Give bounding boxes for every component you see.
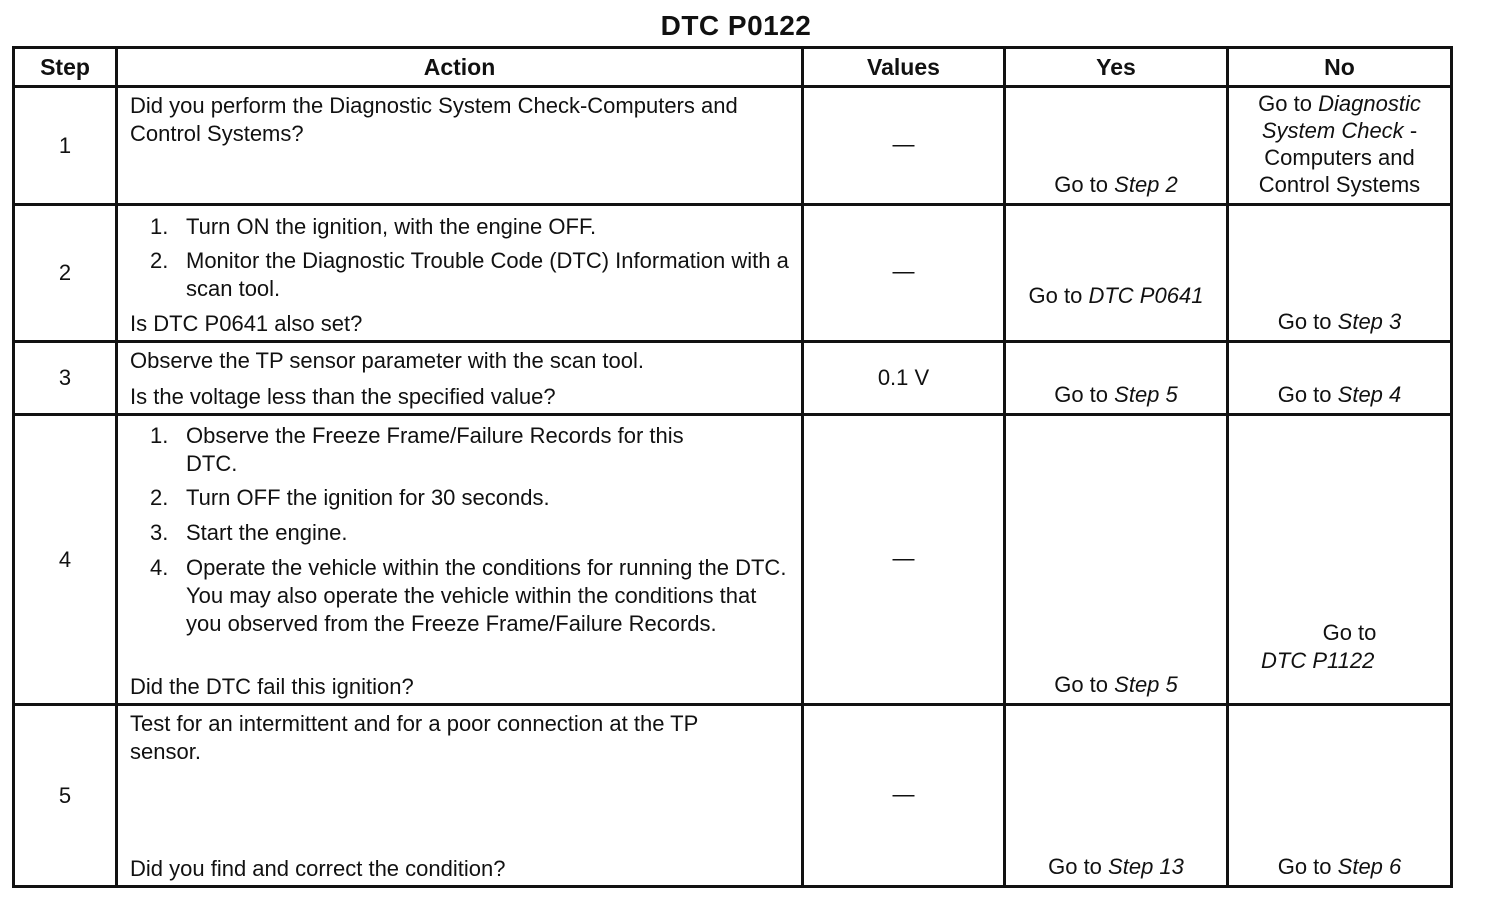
no-goto-link[interactable]: Go to Step 3	[1277, 309, 1402, 334]
action-text: Did you perform the Diagnostic System Check-Computers and Control Systems?	[130, 93, 738, 146]
header-values: Values	[803, 48, 1005, 87]
step-number: 5	[58, 782, 72, 808]
action-cell	[117, 205, 803, 342]
step-cell	[14, 705, 117, 887]
value-cell	[803, 205, 1005, 342]
yes-goto-link[interactable]: Go to Step 13	[1048, 854, 1184, 879]
action-cell	[117, 87, 803, 205]
action-text: Test for an intermittent and for a poor connection at the TP sensor.	[130, 711, 698, 764]
table-row	[14, 205, 1452, 342]
action-text: Observe the TP sensor parameter with the scan tool.	[130, 348, 645, 373]
yes-cell	[1005, 342, 1228, 415]
list-item: 1. Observe the Freeze Frame/Failure Records for this DTC.	[150, 423, 684, 476]
step-number: 4	[58, 546, 72, 572]
step-cell	[14, 87, 117, 205]
value-text: —	[892, 258, 915, 284]
list-item: 2. Monitor the Diagnostic Trouble Code (DTC) Information with a scan tool.	[150, 248, 789, 301]
action-cell	[117, 705, 803, 887]
yes-goto-link[interactable]: Go to Step 5	[1054, 672, 1178, 697]
table-row	[14, 342, 1452, 415]
value-cell	[803, 342, 1005, 415]
value-cell	[803, 705, 1005, 887]
step-number: 2	[58, 260, 72, 285]
action-question: Did the DTC fail this ignition?	[130, 674, 414, 699]
yes-cell	[1005, 705, 1228, 887]
value-cell	[803, 415, 1005, 705]
yes-cell	[1005, 205, 1228, 342]
header-yes: Yes	[1005, 48, 1228, 87]
no-cell	[1228, 87, 1452, 205]
page-title: DTC P0122	[660, 10, 812, 41]
value-text: —	[892, 781, 915, 807]
step-cell	[14, 342, 117, 415]
no-goto-link[interactable]: Go to Step 4	[1277, 382, 1402, 407]
no-cell	[1228, 205, 1452, 342]
value-text: —	[892, 545, 915, 571]
value-text: 0.1 V	[877, 365, 930, 390]
list-item: 4. Operate the vehicle within the conditions for running the DTC. You may also operate the vehicle within the conditions that you observed from the Freeze Frame/Failure Records.	[150, 555, 787, 636]
no-cell	[1228, 342, 1452, 415]
list-item: 3. Start the engine.	[150, 520, 348, 545]
no-goto-link[interactable]: Go to DTC P1122	[1261, 620, 1377, 673]
header-action: Action	[117, 48, 803, 87]
value-cell	[803, 87, 1005, 205]
header-row	[14, 48, 1452, 87]
action-question: Is DTC P0641 also set?	[130, 311, 363, 336]
yes-cell	[1005, 415, 1228, 705]
yes-goto-link[interactable]: Go to Step 5	[1054, 382, 1178, 407]
value-text: —	[892, 131, 915, 157]
no-goto-link[interactable]: Go to Diagnostic System Check - Computers and Control Systems	[1258, 91, 1421, 197]
step-number: 1	[58, 132, 72, 158]
table-row	[14, 415, 1452, 705]
table-row	[14, 705, 1452, 887]
action-question: Did you find and correct the condition?	[130, 856, 506, 881]
yes-cell	[1005, 87, 1228, 205]
action-cell	[117, 415, 803, 705]
list-item: 2. Turn OFF the ignition for 30 seconds.	[150, 485, 550, 510]
step-cell	[14, 415, 117, 705]
header-step: Step	[14, 48, 117, 87]
no-cell	[1228, 705, 1452, 887]
header-no: No	[1228, 48, 1452, 87]
action-question: Is the voltage less than the specified value?	[130, 384, 556, 409]
yes-goto-link[interactable]: Go to Step 2	[1054, 172, 1178, 197]
table-row	[14, 87, 1452, 205]
list-item: 1. Turn ON the ignition, with the engine OFF.	[150, 214, 597, 239]
yes-goto-link[interactable]: Go to DTC P0641	[1028, 283, 1204, 308]
diagnostic-table	[12, 46, 1453, 888]
action-cell	[117, 342, 803, 415]
step-cell	[14, 205, 117, 342]
no-cell	[1228, 415, 1452, 705]
no-goto-link[interactable]: Go to Step 6	[1277, 854, 1402, 879]
step-number: 3	[58, 365, 72, 390]
